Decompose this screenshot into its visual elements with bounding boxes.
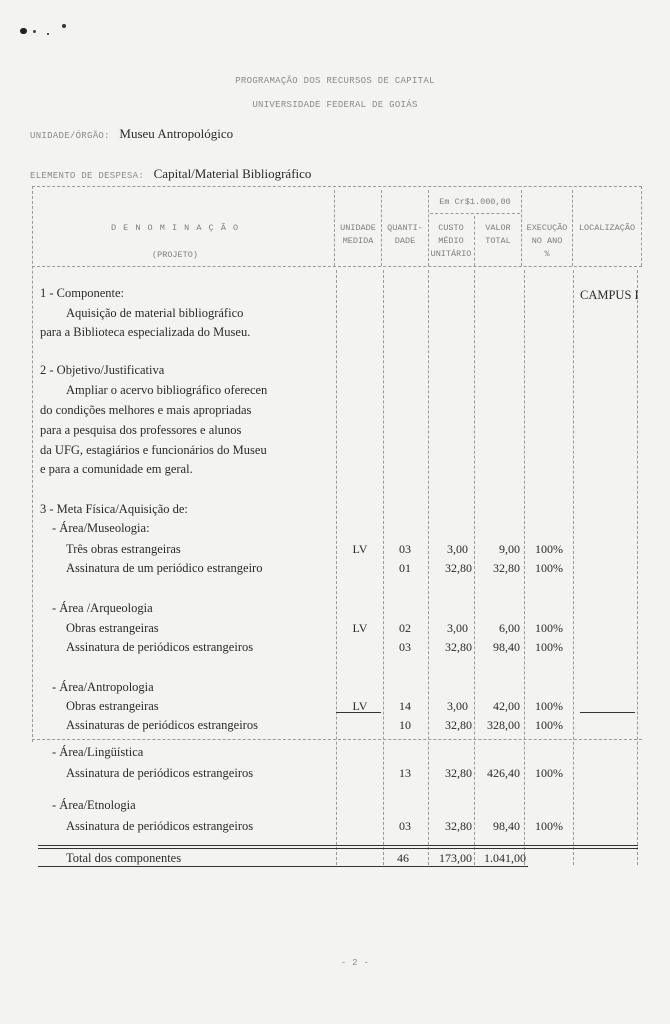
row-qtd: 13 <box>399 766 411 780</box>
row-exec: 100% <box>535 542 563 556</box>
row-exec: 100% <box>535 819 563 833</box>
row-exec: 100% <box>535 640 563 654</box>
row-valor: 9,00 <box>499 542 520 556</box>
header-denominacao: D E N O M I N A Ç Ã O <box>110 223 240 233</box>
componente-line-1: Aquisição de material bibliográfico <box>66 306 244 320</box>
row-custo: 32,80 <box>445 640 472 654</box>
area-title: - Área/Lingüística <box>52 745 144 759</box>
row-desc: Assinaturas de periódicos estrangeiros <box>66 718 258 732</box>
elemento-row <box>30 165 311 183</box>
header-execucao: EXECUÇÃO NO ANO % <box>526 223 568 259</box>
row-desc: Obras estrangeiras <box>66 699 159 713</box>
row-unidade: LV <box>352 542 368 556</box>
header-localizacao: LOCALIZAÇÃO <box>578 223 636 233</box>
row-qtd: 10 <box>399 718 411 732</box>
header-projeto: (PROJETO) <box>152 250 198 260</box>
row-desc: Assinatura de periódicos estrangeiros <box>66 766 254 780</box>
row-valor: 328,00 <box>487 718 520 732</box>
area-title: - Área/Antropologia <box>52 680 154 694</box>
row-qtd: 03 <box>399 542 411 556</box>
total-label: Total dos componentes <box>66 851 182 865</box>
university-name: UNIVERSIDADE FEDERAL DE GOIÁS <box>252 100 418 110</box>
row-desc: Três obras estrangeiras <box>66 542 181 556</box>
componente-title: 1 - Componente: <box>40 286 125 300</box>
row-custo: 3,00 <box>447 699 468 713</box>
row-exec: 100% <box>535 718 563 732</box>
row-unidade: LV <box>352 621 368 635</box>
area-title: - Área/Etnologia <box>52 798 136 812</box>
row-desc: Assinatura de periódicos estrangeiros <box>66 640 254 654</box>
row-valor: 98,40 <box>493 640 520 654</box>
row-exec: 100% <box>535 561 563 575</box>
objetivo-line-1: Ampliar o acervo bibliográfico oferecen <box>66 383 268 397</box>
row-exec: 100% <box>535 621 563 635</box>
header-unidade-medida: UNIDADE MEDIDA <box>340 223 376 246</box>
row-valor: 42,00 <box>493 699 520 713</box>
componente-line-2: para a Biblioteca especializada do Museu. <box>40 325 251 339</box>
row-qtd: 03 <box>399 640 411 654</box>
row-custo: 32,80 <box>445 718 472 732</box>
row-qtd: 14 <box>399 699 411 713</box>
row-valor: 98,40 <box>493 819 520 833</box>
row-qtd: 01 <box>399 561 411 575</box>
total-custo: 173,00 <box>439 851 472 865</box>
row-valor: 6,00 <box>499 621 520 635</box>
objetivo-title: 2 - Objetivo/Justificativa <box>40 363 165 377</box>
row-custo: 32,80 <box>445 766 472 780</box>
unidade-row <box>30 125 233 143</box>
header-em-cr: Em Cr$1.000,00 <box>439 197 511 207</box>
page-mark: - 2 - <box>340 958 370 968</box>
row-unidade: LV <box>352 699 368 713</box>
row-qtd: 02 <box>399 621 411 635</box>
header-quantidade: QUANTI- DADE <box>387 223 423 246</box>
elemento-value: Capital/Material Bibliográfico <box>153 166 312 181</box>
unidade-value: Museu Antropológico <box>119 126 234 141</box>
document-title: PROGRAMAÇÃO DOS RECURSOS DE CAPITAL <box>235 76 435 86</box>
meta-title: 3 - Meta Física/Aquisição de: <box>40 502 188 516</box>
area-title: - Área/Museologia: <box>52 521 150 535</box>
scan-speck <box>62 24 66 28</box>
total-valor: 1.041,00 <box>484 851 526 865</box>
objetivo-line-2: do condições melhores e mais apropriadas <box>40 403 252 417</box>
objetivo-line-4: da UFG, estagiários e funcionários do Museu <box>40 443 267 457</box>
elemento-label: ELEMENTO DE DESPESA: <box>30 171 145 181</box>
total-top-rule-2 <box>38 848 638 849</box>
row-desc: Assinatura de periódicos estrangeiros <box>66 819 254 833</box>
scan-speck <box>47 33 49 35</box>
total-top-rule <box>38 845 638 846</box>
row-exec: 100% <box>535 699 563 713</box>
row-custo: 32,80 <box>445 561 472 575</box>
objetivo-line-5: e para a comunidade em geral. <box>40 462 193 476</box>
row-desc: Obras estrangeiras <box>66 621 159 635</box>
row-custo: 3,00 <box>447 621 468 635</box>
scan-speck <box>33 30 36 33</box>
row-custo: 3,00 <box>447 542 468 556</box>
area-title: - Área /Arqueologia <box>52 601 153 615</box>
row-valor: 32,80 <box>493 561 520 575</box>
row-valor: 426,40 <box>487 766 520 780</box>
total-bottom-rule <box>38 866 528 867</box>
header-custo-medio: CUSTO MÉDIO UNITÁRIO <box>430 223 472 259</box>
unidade-label: UNIDADE/ÓRGÃO: <box>30 131 110 141</box>
header-valor-total: VALOR TOTAL <box>485 223 511 246</box>
objetivo-line-3: para a pesquisa dos professores e alunos <box>40 423 242 437</box>
row-desc: Assinatura de um periódico estrangeiro <box>66 561 263 575</box>
row-qtd: 03 <box>399 819 411 833</box>
total-qtd: 46 <box>397 851 409 865</box>
row-custo: 32,80 <box>445 819 472 833</box>
scan-speck <box>20 28 27 34</box>
localizacao-value: CAMPUS I <box>580 288 639 302</box>
row-exec: 100% <box>535 766 563 780</box>
